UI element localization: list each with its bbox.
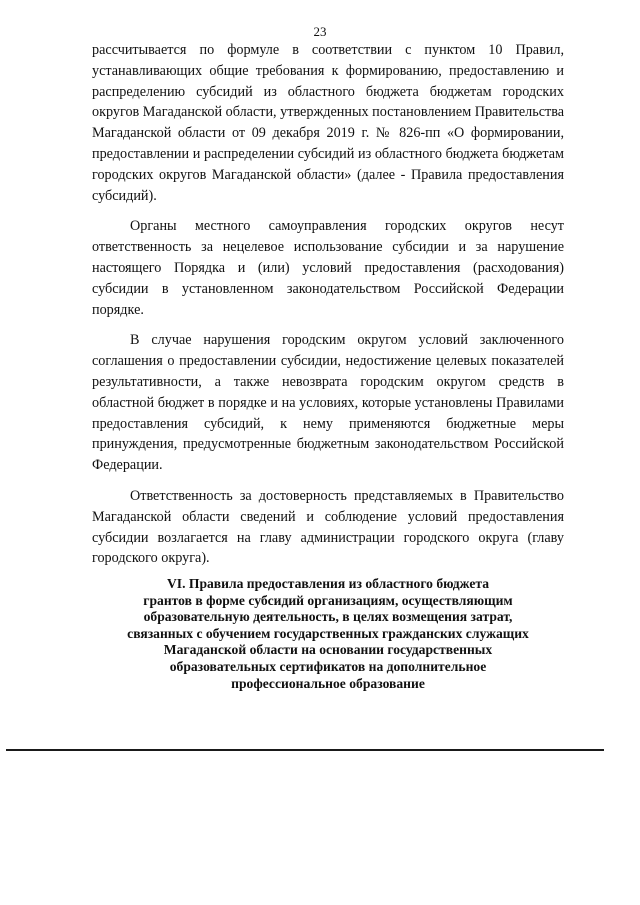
section-heading-line: связанных с обучением государственных гражданских служащих (127, 625, 529, 641)
paragraph-responsibility-misuse: Органы местного самоуправления городских округов несут ответственность за нецелевое использование субсидии и за нарушение настоящего Порядка и (или) условий предоставления (расходования) субсидии в установленном законодательством Российской Федерации порядке. (92, 218, 564, 318)
section-heading-line: образовательную деятельность, в целях возмещения затрат, (143, 609, 513, 625)
page-number: 23 (313, 24, 327, 39)
paragraph-responsibility-reliability: Ответственность за достоверность представляемых в Правительство Магаданской области сведений и соблюдение условий предоставления субсидии возлагается на главу администрации городского округа (главу городского округа). (92, 487, 564, 567)
horizontal-rule (6, 749, 604, 751)
section-heading-line: профессиональное образование (231, 675, 425, 691)
section-heading-line: VI. Правила предоставления из областного бюджета (166, 576, 490, 591)
section-heading (88, 576, 568, 692)
section-heading-line: образовательных сертификатов на дополнительное (169, 658, 487, 674)
section-heading-line: грантов в форме субсидий организациям, осуществляющим (143, 592, 513, 608)
paragraph-violation-measures: В случае нарушения городским округом условий заключенного соглашения о предоставлении субсидии, недостижение целевых показателей результативности, а также невозврата городским округом средств в областной бюджет в порядке и на условиях, которые установлены Правилами предоставления субсидий, к нему применяются бюджетные меры принуждения, предусмотренные бюджетным законодательством Российской Федерации. (92, 332, 564, 474)
section-heading-line: Магаданской области на основании государственных (163, 642, 493, 658)
document-body (92, 40, 564, 579)
paragraph-continuation: рассчитывается по формуле в соответствии с пунктом 10 Правил, устанавливающих общие требования к формированию, предоставлению и распределению субсидий из областного бюджета бюджетам городских округов Магаданской области, утвержденных постановлением Правительства Магаданской области от 09 декабря 2019 г. № 826-пп «О формировании, предоставлении и распределении субсидий из областного бюджета бюджетам городских округов Магаданской области» (далее - Правила предоставления субсидий). (92, 42, 564, 204)
